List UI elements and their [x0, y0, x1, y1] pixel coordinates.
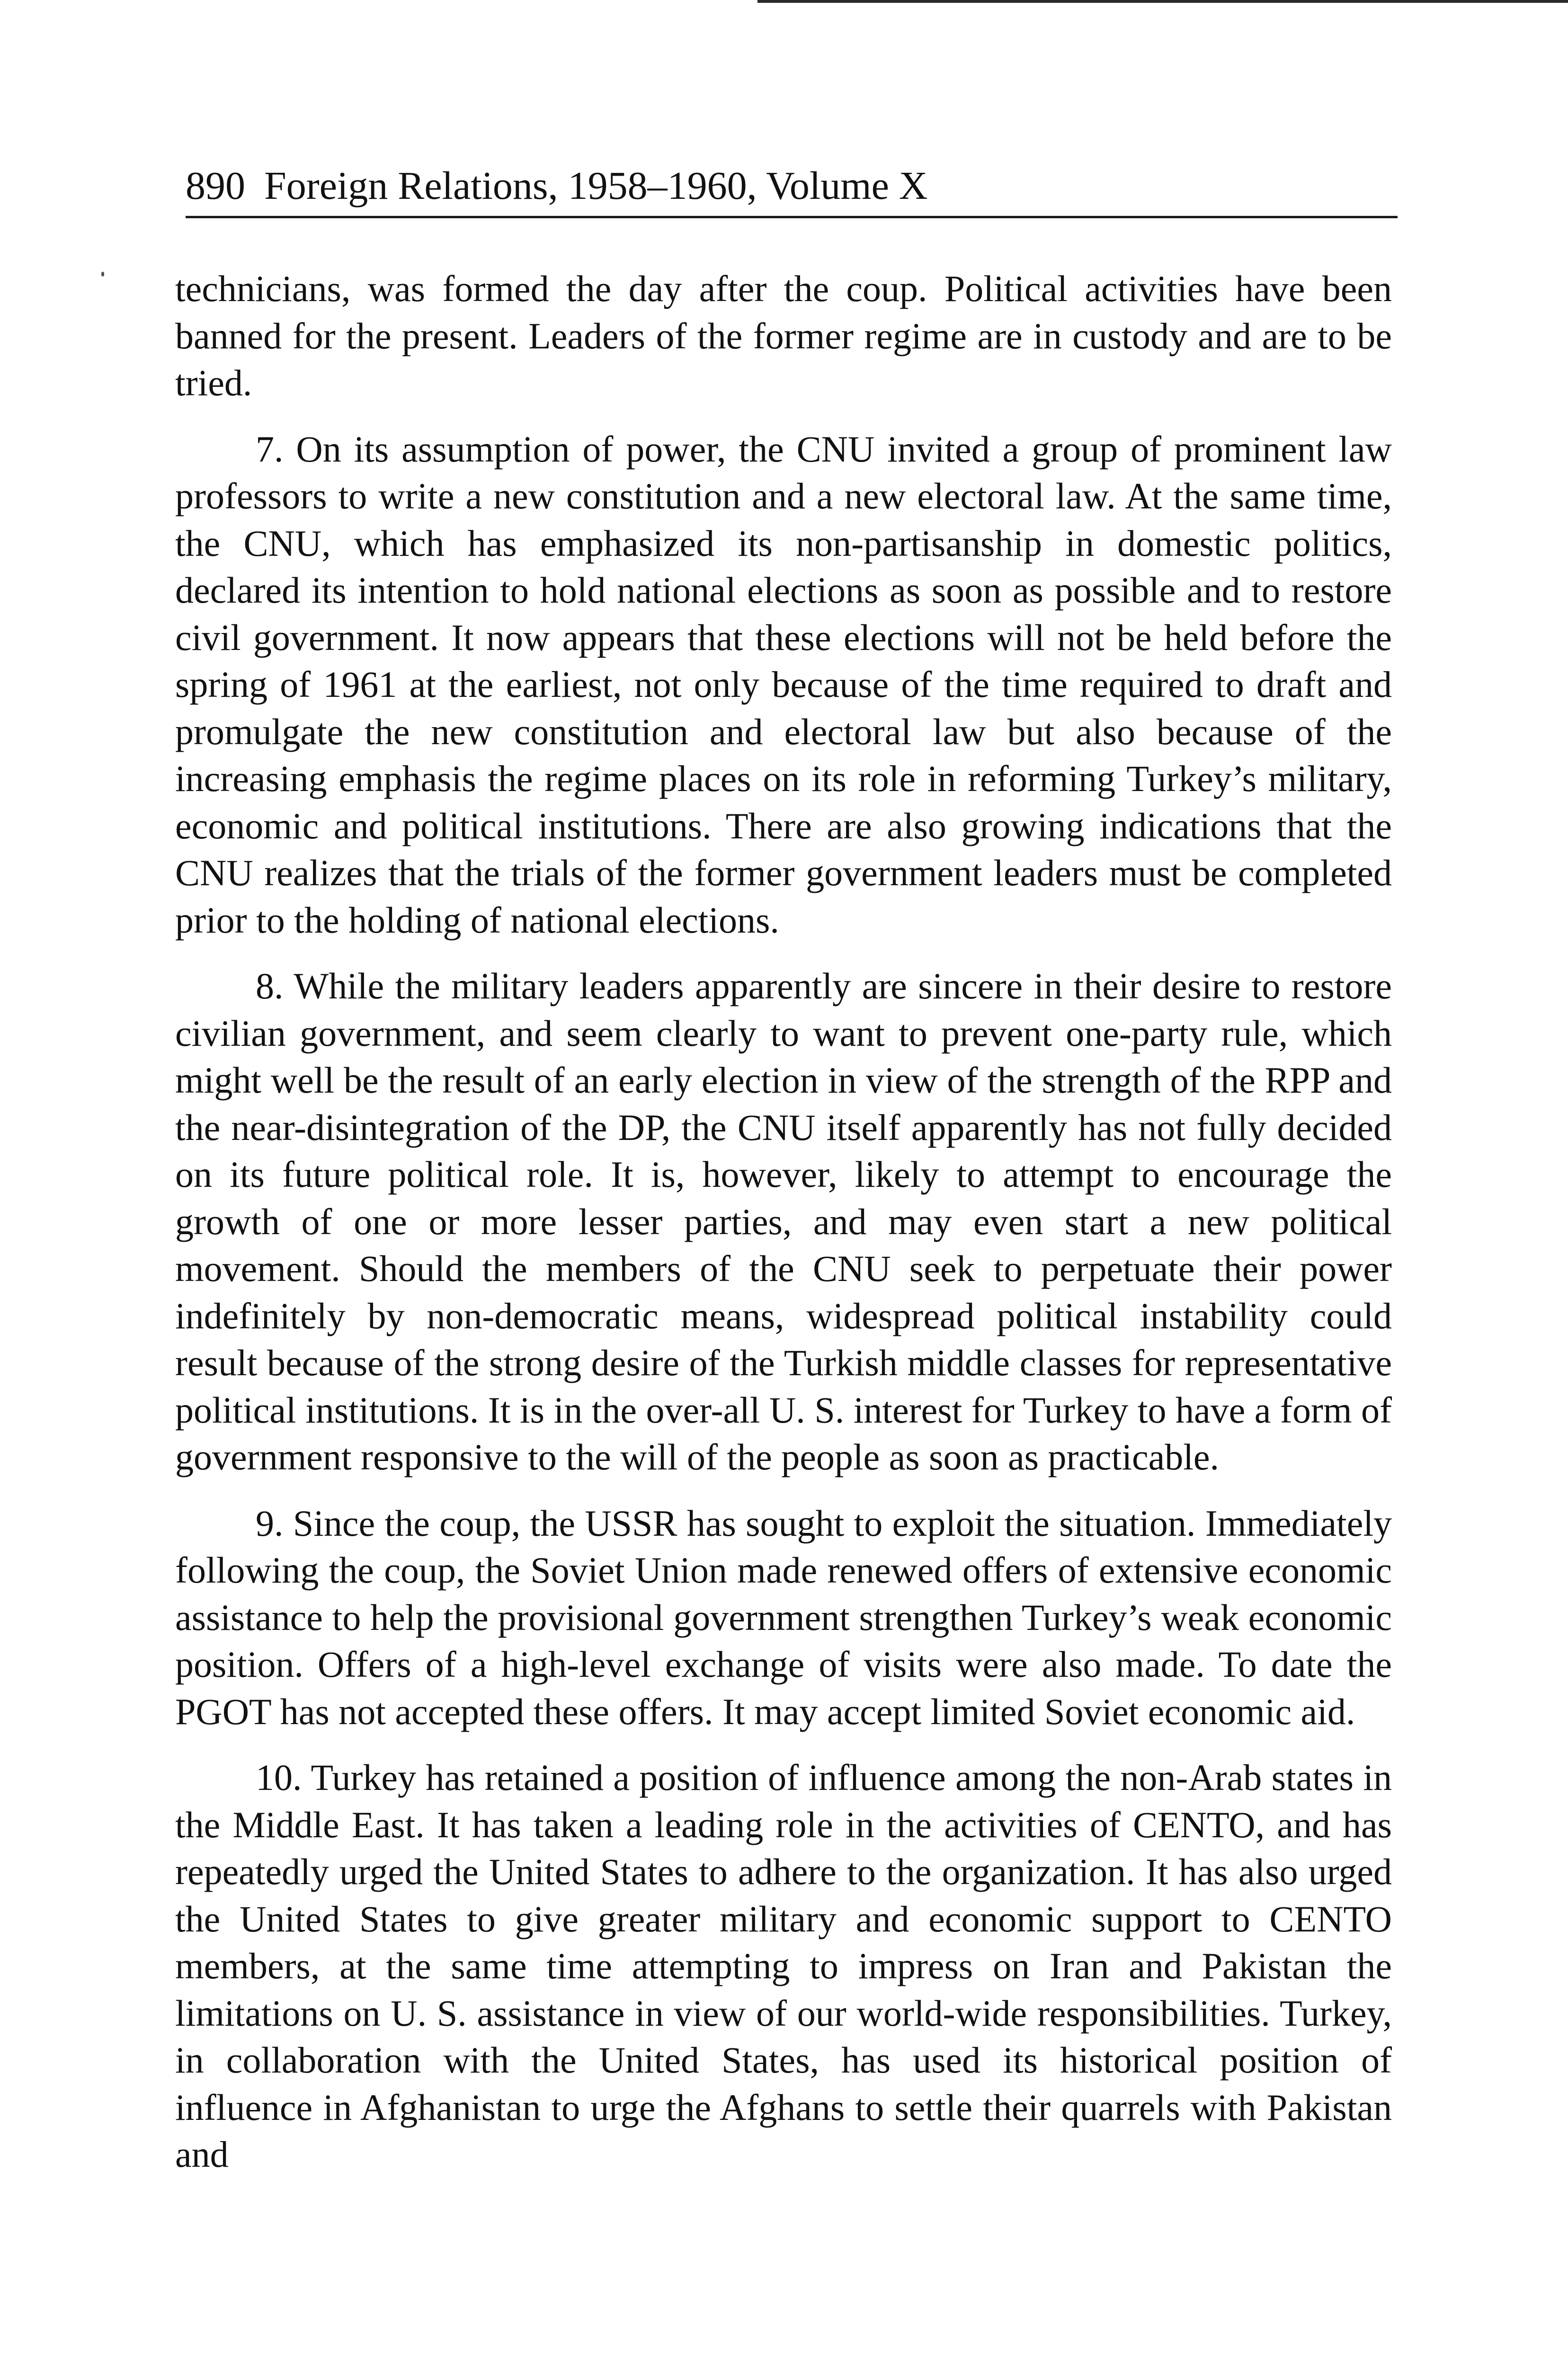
header-rule [186, 216, 1398, 218]
book-title: Foreign Relations, 1958–1960, Volume X [264, 164, 928, 208]
paragraph-9: 9. Since the coup, the USSR has sought to exploit the situation. Immediately following the coup, the Soviet Union made renewed offers of extensive economic assistance to help the provisional government strengthen Turkey’s weak economic position. Offers of a high-level exchange of visits were also made. To date the PGOT has not accepted these offers. It may accept limited Soviet economic aid. [175, 1502, 1392, 1732]
body-text [175, 265, 1392, 2197]
page-number: 890 [186, 164, 245, 208]
paragraph-8: 8. While the military leaders apparently are sincere in their desire to restore civilian government, and seem clearly to want to prevent one-party rule, which might well be the result of an early election in view of the strength of the RPP and the near-disintegration of the DP, the CNU itself apparently has not fully decided on its future political role. It is, however, likely to attempt to encourage the growth of one or more lesser parties, and may even start a new political movement. Should the members of the CNU seek to perpetuate their power indefinitely by non-democratic means, widespread political instability could result because of the strong desire of the Turkish middle classes for representative political institutions. It is in the over-all U. S. interest for Turkey to have a form of government responsive to the will of the people as soon as practicable. [175, 965, 1392, 1477]
paragraph-7: 7. On its assumption of power, the CNU invited a group of prominent law professors to write a new constitution and a new electoral law. At the same time, the CNU, which has emphasized its non-partisanship in domestic politics, declared its intention to hold national elections as soon as possible and to restore civil government. It now appears that these elections will not be held before the spring of 1961 at the earliest, not only because of the time required to draft and promulgate the new constitution and electoral law but also because of the increasing emphasis the regime places on its role in reforming Turkey’s military, economic and political institutions. There are also growing indications that the CNU realizes that the trials of the former government leaders must be completed prior to the holding of national elections. [175, 428, 1392, 941]
running-head-text [186, 160, 928, 212]
paragraph-continued: technicians, was formed the day after the coup. Political activities have been banned for the present. Leaders of the former regime are in custody and are to be tried. [175, 268, 1392, 403]
margin-speck [101, 272, 104, 276]
top-edge-rule [757, 0, 1568, 3]
paragraph-10: 10. Turkey has retained a position of influence among the non-Arab states in the Middle East. It has taken a leading role in the activities of CENTO, and has repeatedly urged the United States to adhere to the organization. It has also urged the United States to give greater military and economic support to CENTO members, at the same time attempting to impress on Iran and Pakistan the limitations on U. S. assistance in view of our world-wide responsibilities. Turkey, in collaboration with the United States, has used its historical position of influence in Afghanistan to urge the Afghans to settle their quarrels with Pakistan and [175, 1757, 1392, 2175]
running-head [186, 160, 1398, 217]
